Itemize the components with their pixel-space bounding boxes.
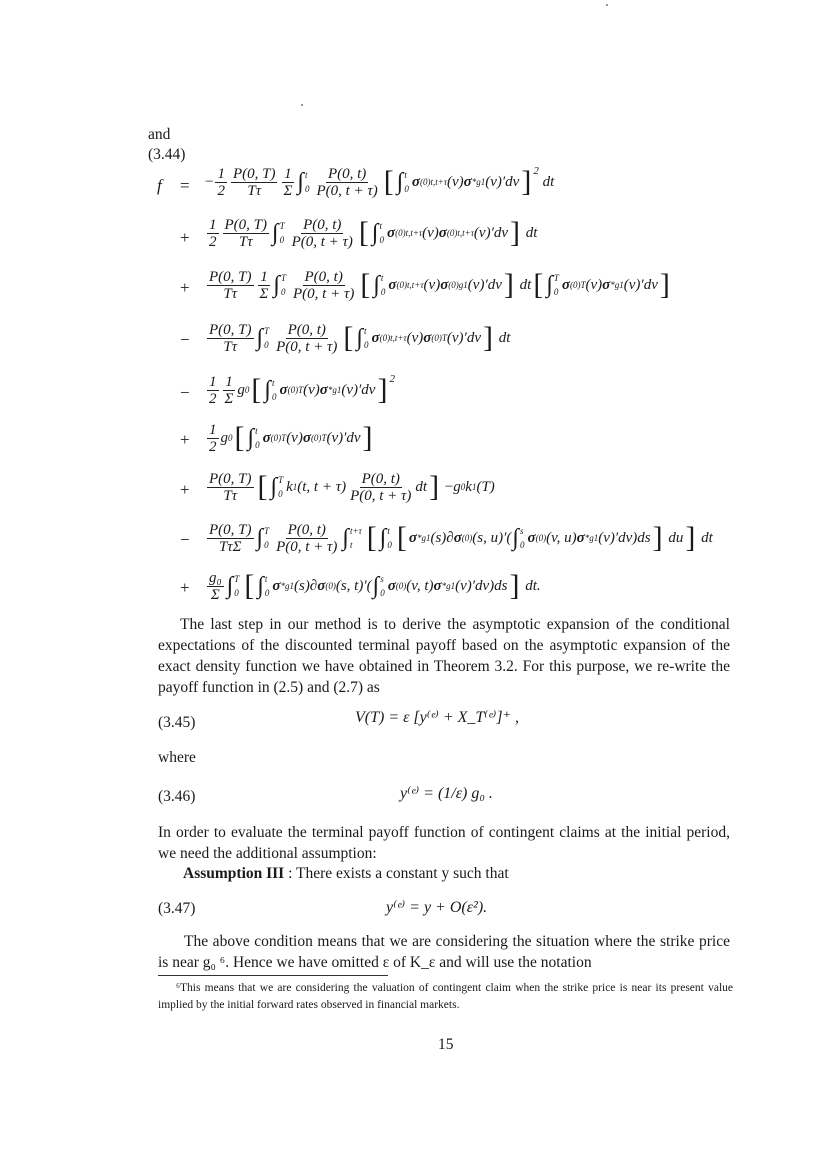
equation-label-3-45: (3.45): [158, 714, 196, 731]
scan-speck: [606, 4, 608, 6]
assumption-statement: [183, 864, 509, 884]
and-word: and: [148, 126, 171, 143]
equation-label-3-46: (3.46): [158, 788, 196, 805]
equation-operator: +: [180, 228, 190, 247]
equation-operator: +: [180, 480, 190, 499]
equation-344-term-4: $\frac{P(0, T)}{T\tau}$ ∫ T 0 $\frac{P(0, t)}{P(0, t + \tau)}$ [ ∫ t 0 σ (0) t,t+τ (v) σ (0) T (v)′dv ] dt: [209, 321, 511, 355]
equation-operator: +: [180, 430, 190, 449]
equation-operator: −: [180, 330, 190, 349]
equation-344-term-6: $\frac{1}{2}$ g 0 [ ∫ t 0 σ (0) T (v) σ (0) T (v)′dv ]: [209, 421, 373, 455]
scan-speck: [301, 104, 303, 106]
assumption-title: Assumption III: [183, 865, 285, 882]
equation-operator: −: [180, 530, 190, 549]
equation-344-term-9: $\frac{\text{g₀}}{\Sigma}$ ∫ T 0 [ ∫ t 0 σ * g1 (s)∂ σ (0) (s, t)′( ∫ s 0 σ (0) (v, t) σ * g1 (v)′dv)ds ] dt.: [209, 569, 541, 603]
equation-label-3-47: (3.47): [158, 900, 196, 917]
equation-344-term-3: $\frac{P(0, T)}{T\tau}$ $\frac{1}{\Sigma}$ ∫ T 0 $\frac{P(0, t)}{P(0, t + \tau)}$ [ ∫ t 0 σ (0) t,t+τ (v) σ (0) g1 (v)′dv ] dt [ ∫ T 0 σ (0) T (v) σ * g1 (v)′dv ]: [209, 268, 670, 302]
footnote-rule: [158, 975, 388, 976]
footnote-6: ⁶This means that we are considering the valuation of contingent claim when the strike price is near its present value implied by the initial forward rates observed in financial markets.: [158, 982, 733, 1011]
equation-3-47: y⁽ᵉ⁾ = y + O(ε²).: [386, 899, 488, 916]
equation-3-46: y⁽ᵉ⁾ = (1/ε) g₀ .: [400, 785, 493, 802]
paragraph-strike-price: The above condition means that we are considering the situation where the strike price is near g₀ ⁶. Hence we have omitted ε of K_ε and will use the notation: [158, 933, 730, 971]
equation-3-45: V(T) = ε [y⁽ᵉ⁾ + X_T⁽ᵉ⁾]⁺ ,: [355, 709, 520, 726]
assumption-text: : There exists a constant y such that: [284, 865, 509, 882]
where-word: where: [158, 749, 196, 766]
equation-344-term-5: $\frac{1}{2}$ $\frac{1}{\Sigma}$ g 0 [ ∫ t 0 σ (0) T (v) σ * g1 (v)′dv ] $^2$: [209, 373, 395, 407]
equation-operator: +: [180, 578, 190, 597]
paragraph-asymptotic-expansion: The last step in our method is to derive the asymptotic expansion of the conditional expectations of the discounted terminal payoff based on the asymptotic expansion of the exact density function we have obtained in Theorem 3.2. For this purpose, we re-write the payoff function in (2.5) and (2.7) as: [158, 616, 730, 696]
equation-344-term-2: $\frac{1}{2}$ $\frac{P(0, T)}{T\tau}$ ∫ T 0 $\frac{P(0, t)}{P(0, t + \tau)}$ [ ∫ t 0 σ (0) t,t+τ (v) σ (0) t,t+τ (v)′dv ] dt: [209, 216, 538, 250]
equals-sign: =: [180, 176, 190, 195]
paragraph-additional-assumption: In order to evaluate the terminal payoff function of contingent claims at the initial period, we need the additional assumption:: [158, 824, 730, 862]
equation-lhs: f: [157, 176, 162, 195]
equation-344-term-8: $\frac{P(0, T)}{\text{TτΣ}}$ ∫ T 0 $\frac{P(0, t)}{P(0, t + \tau)}$ ∫ t+τ t [ ∫ t 0 [ σ * g1 (s)∂ σ (0) (s, u)′( ∫ s 0 σ (0) (v, u) σ * g1 (v)′dv)ds ] du ] dt: [209, 521, 713, 555]
equation-operator: −: [180, 383, 190, 402]
equation-operator: +: [180, 278, 190, 297]
page-number: 15: [438, 1036, 454, 1053]
equation-344-term-1: − $\frac{1}{2}$ $\frac{P(0, T)}{T\tau}$ $\frac{1}{\Sigma}$ ∫ t 0 $\frac{P(0, t)}{P(0, t + \tau)}$ [ ∫ t 0 σ (0) t,t+τ (v) σ * g1 (v)′dv ] $^2$ dt: [205, 165, 555, 199]
equation-label-3-44: (3.44): [148, 146, 186, 163]
equation-344-term-7: $\frac{P(0, T)}{T\tau}$ [ ∫ T 0 k 1 (t, t + τ) $\frac{P(0, t)}{P(0, t + \tau)}$ dt ] − g 0 k 1 (T): [209, 470, 495, 504]
